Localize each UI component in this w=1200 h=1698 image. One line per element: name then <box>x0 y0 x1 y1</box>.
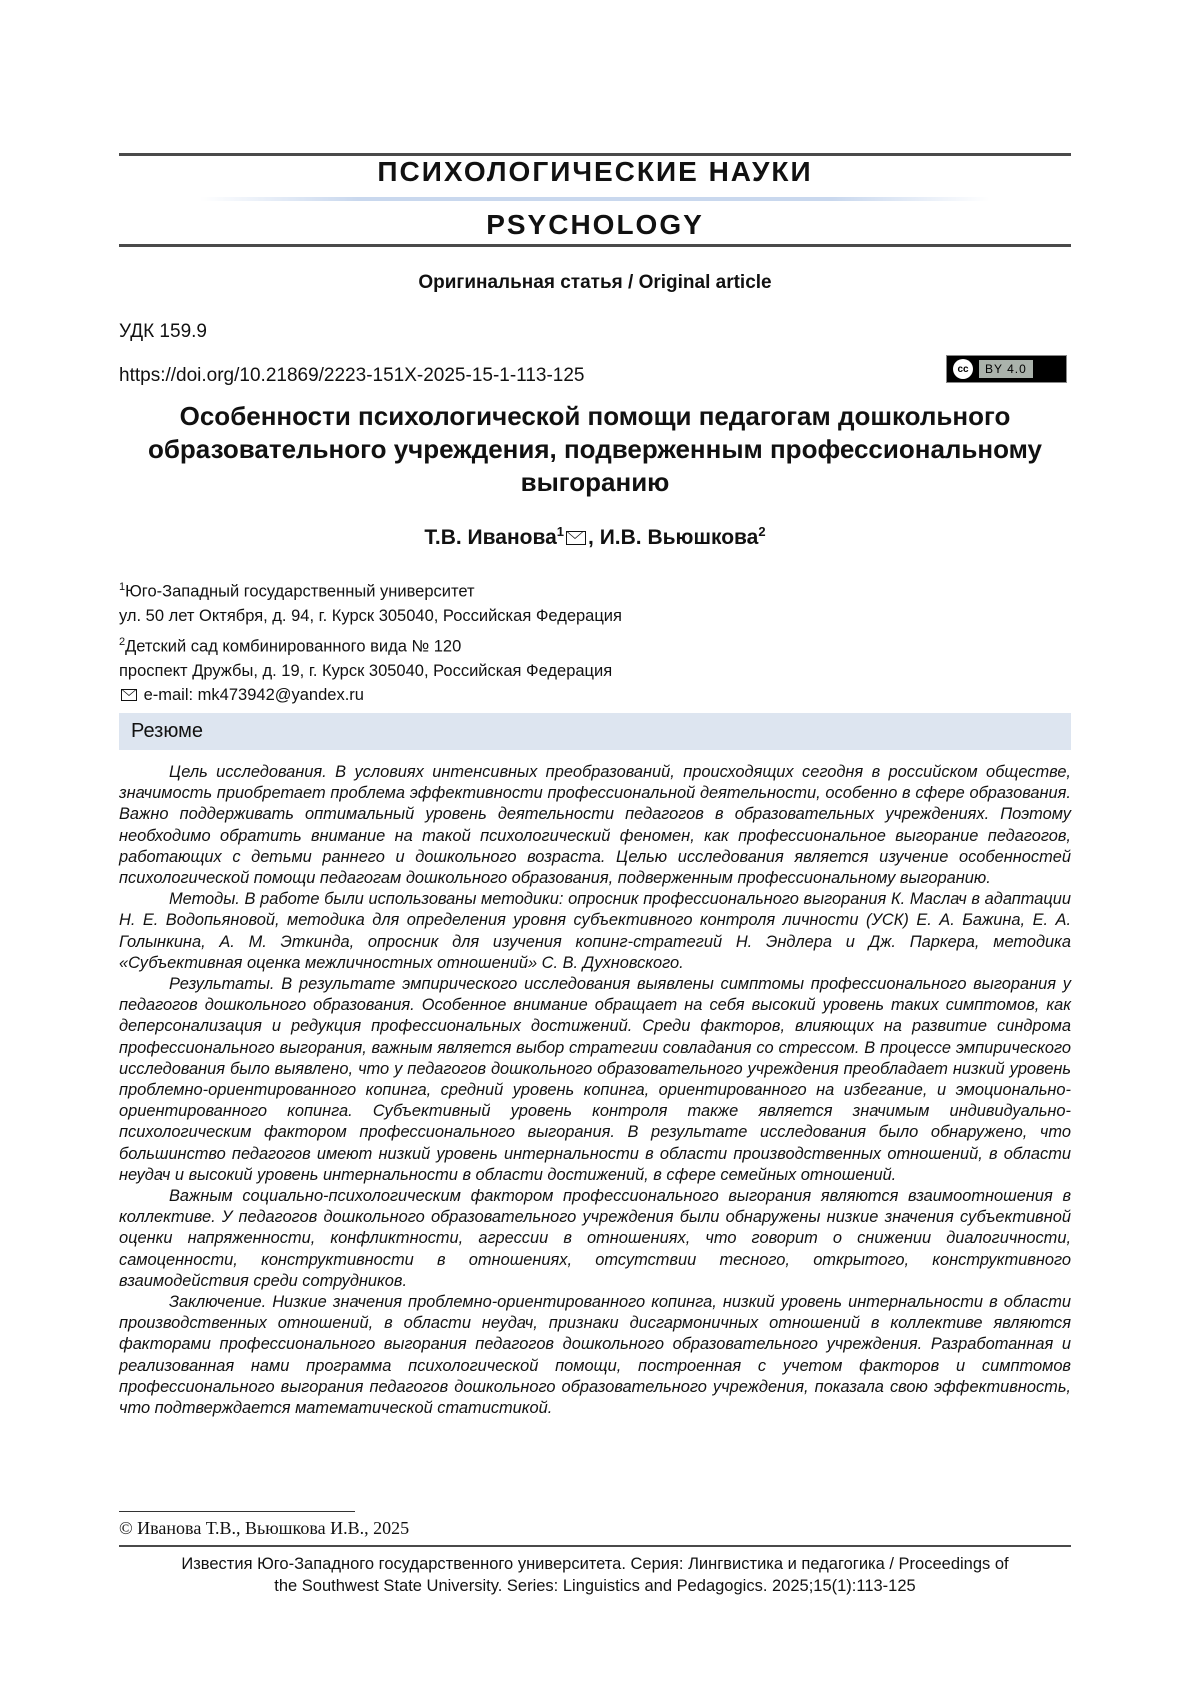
abstract-body <box>119 762 1071 1419</box>
abstract-heading: Резюме <box>131 720 203 742</box>
affiliation-2 <box>119 630 612 683</box>
affiliation-mark: 1 <box>119 581 126 593</box>
authors-line <box>119 524 1071 550</box>
footer-rule <box>119 1545 1071 1547</box>
affiliation-1 <box>119 575 622 628</box>
cc-license-badge[interactable] <box>946 355 1067 383</box>
udk-code: УДК 159.9 <box>119 321 207 342</box>
doi-link[interactable]: https://doi.org/10.21869/2223-151X-2025-15-1-113-125 <box>119 365 585 386</box>
author-name: Т.В. Иванова <box>424 526 557 549</box>
abstract-paragraph: Методы. В работе были использованы методики: опросник профессионального выгорания К. Маслач в адаптации Н. Е. Водопьяновой, методика для определения уровня субъективного контроля личности (УСК) Е. А. Бажина, Е. А. Голынкина, А. М. Эткинда, опросник для изучения копинг-стратегий Н. Эндлера и Дж. Паркера, методика «Субъективная оценка межличностных отношений» С. В. Духновского. <box>119 890 1071 972</box>
cc-icon: cc <box>953 359 973 379</box>
envelope-icon <box>121 689 137 701</box>
section-divider <box>200 197 990 201</box>
header-bottom-rule <box>119 244 1071 247</box>
affiliation-mark: 2 <box>119 636 126 648</box>
affiliation-address: ул. 50 лет Октября, д. 94, г. Курск 305040, Российская Федерация <box>119 606 622 625</box>
abstract-paragraph: Результаты. В результате эмпирического исследования выявлены симптомы профессионального выгорания у педагогов дошкольного образования. Особенное внимание обращает на себя высокий уровень таких симптомов, как деперсонализация и редукция профессиональных достижений. Среди факторов, влияющих на развитие синдрома профессионального выгорания, важным является выбор стратегии совладания со стрессом. В процессе эмпирического исследования было выявлено, что у педагогов дошкольного образовательного учреждения преобладает низкий уровень проблемно-ориентированного копинга, средний уровень копинга, ориентированного на избегание, и эмоционально-ориентированного копинга. Субъективный уровень контроля также является значимым индивидуально-психологическим фактором профессионального выгорания. В результате исследования было обнаружено, что большинство педагогов имеют низкий уровень интернальности в области производственных отношений, в области неудач и высокий уровень интернальности в области достижений, в сфере семейных отношений. <box>119 975 1071 1184</box>
author-affiliation-mark: 2 <box>758 524 766 539</box>
article-type: Оригинальная статья / Original article <box>418 272 772 293</box>
journal-line: Известия Юго-Западного государственного университета. Серия: Лингвистика и педагогика / Proceedings of <box>181 1555 1009 1573</box>
cc-license-label: BY 4.0 <box>979 360 1033 378</box>
author-separator: , <box>588 526 600 549</box>
envelope-icon <box>566 531 586 545</box>
affiliation-address: проспект Дружбы, д. 19, г. Курск 305040, Российская Федерация <box>119 661 613 680</box>
abstract-paragraph: Цель исследования. В условиях интенсивных преобразований, происходящих сегодня в российском обществе, значимость приобретает проблема эффективности профессиональной деятельности, особенно в сфере образования. Важно поддерживать оптимальный уровень деятельности педагогов в образовательных учреждениях. Поэтому необходимо обратить внимание на такой психологический феномен, как профессиональное выгорание педагогов, работающих с детьми раннего и дошкольного возраста. Целью исследования является изучение особенностей психологической помощи педагогам дошкольного образования, подверженным профессиональному выгоранию. <box>119 763 1071 888</box>
abstract-paragraph: Важным социально-психологическим фактором профессионального выгорания являются взаимоотношения в коллективе. У педагогов дошкольного образовательного учреждения были обнаружены низкие значения субъективной оценки напряженности, конфликтности, агрессии в отношениях, что говорит о снижении диалогичности, самоценности, конструктивности в отношениях, отсутствии тесного, открытого, конструктивного взаимодействия среди сотрудников. <box>119 1187 1071 1290</box>
section-title-ru: ПСИХОЛОГИЧЕСКИЕ НАУКИ <box>377 156 813 187</box>
affiliation-name: Юго-Западный государственный университет <box>125 582 475 601</box>
email-address[interactable]: e-mail: mk473942@yandex.ru <box>143 686 364 704</box>
affiliation-name: Детский сад комбинированного вида № 120 <box>125 637 462 656</box>
section-title-en: PSYCHOLOGY <box>486 209 704 240</box>
contact-email <box>119 683 364 707</box>
copyright-notice: © Иванова Т.В., Вьюшкова И.В., 2025 <box>119 1518 410 1538</box>
author-name: И.В. Вьюшкова <box>599 526 759 549</box>
footnote-rule <box>119 1511 355 1512</box>
abstract-paragraph: Заключение. Низкие значения проблемно-ориентированного копинга, низкий уровень интернальности в области производственных отношений, в области неудач, признаки дисгармоничных отношений в коллективе являются факторами профессионального выгорания педагогов дошкольного образовательного учреждения. Разработанная и реализованная нами программа психологической помощи, построенная с учетом факторов и симптомов профессионального выгорания педагогов дошкольного образовательного учреждения, показала свою эффективность, что подтверждается математической статистикой. <box>119 1293 1071 1418</box>
journal-line: the Southwest State University. Series: Linguistics and Pedagogics. 2025;15(1):113-125 <box>274 1577 916 1595</box>
article-title: Особенности психологической помощи педагогам дошкольного образовательного учреждения, подверженным профессиональному выгоранию <box>147 401 1043 497</box>
journal-citation <box>119 1553 1071 1597</box>
author-affiliation-mark: 1 <box>556 524 565 539</box>
abstract-heading-bar <box>119 713 1071 750</box>
